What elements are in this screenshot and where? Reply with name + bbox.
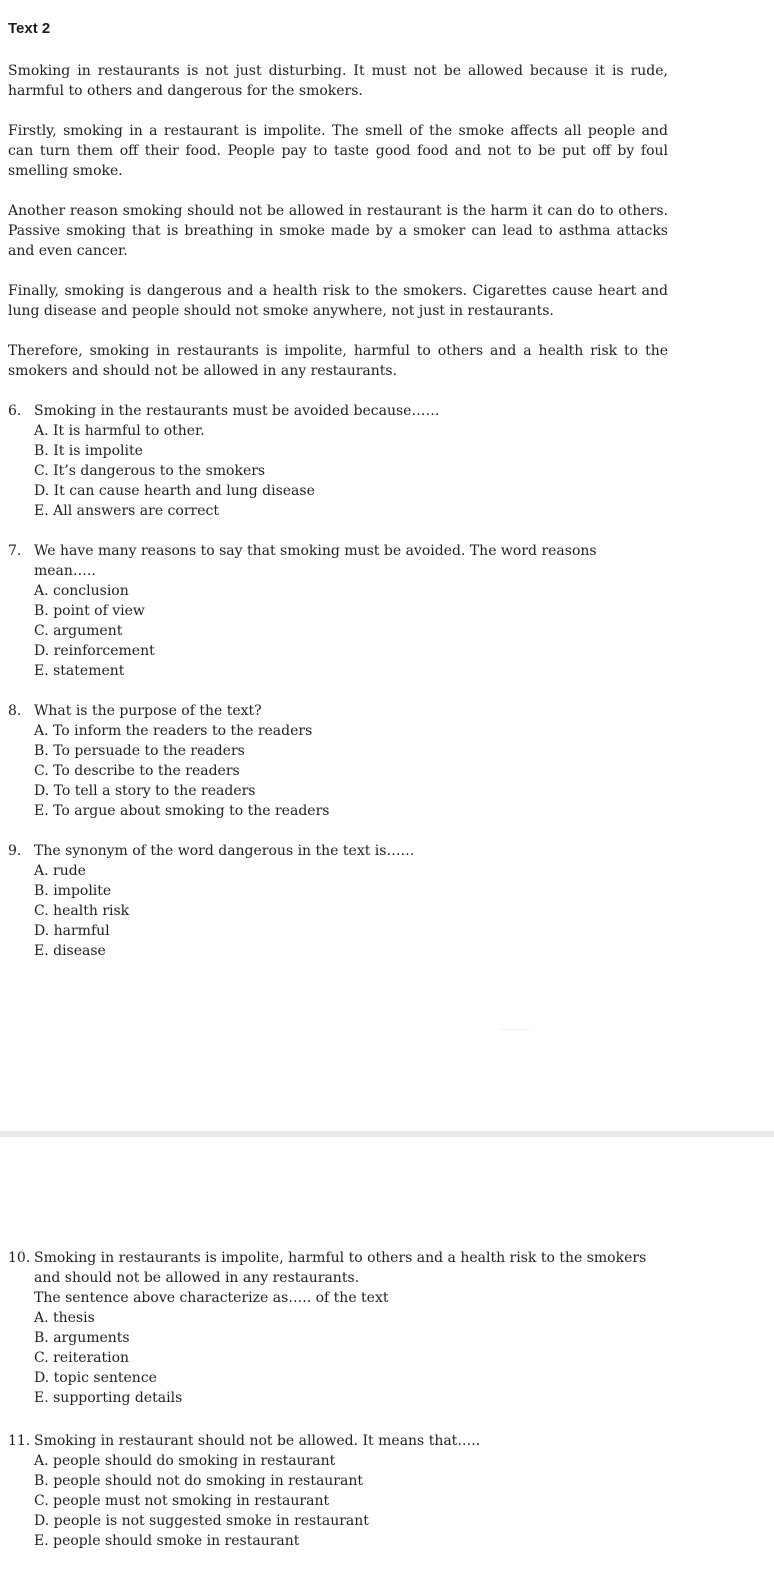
option-e: E. disease — [34, 943, 106, 959]
option-a: A. people should do smoking in restaurant — [34, 1453, 336, 1469]
option-c: C. To describe to the readers — [34, 763, 240, 779]
question-stem — [8, 541, 688, 561]
question-stem — [8, 401, 688, 421]
option-a: A. conclusion — [34, 583, 129, 599]
paragraph-intro: Smoking in restaurants is not just disturbing. It must not be allowed because it is rude, harmful to others and dangerous for the smokers. — [8, 63, 668, 99]
question-text: The synonym of the word dangerous in the text is…… — [34, 843, 415, 859]
paragraph-third-argument: Finally, smoking is dangerous and a health risk to the smokers. Cigarettes cause heart and lung disease and people should not smoke anywhere, not just in restaurants. — [8, 283, 668, 319]
option-a: A. It is harmful to other. — [34, 423, 205, 439]
option-e: E. people should smoke in restaurant — [34, 1533, 300, 1549]
option-d: D. harmful — [34, 923, 110, 939]
question-number: 6. — [8, 403, 22, 419]
question-instruction: The sentence above characterize as….. of the text — [34, 1290, 389, 1306]
question-stem — [8, 1248, 688, 1268]
option-a: A. rude — [34, 863, 86, 879]
option-b: B. It is impolite — [34, 443, 143, 459]
option-e: E. statement — [34, 663, 125, 679]
question-number: 7. — [8, 543, 22, 559]
question-text-continued: and should not be allowed in any restaurants. — [34, 1270, 360, 1286]
question-text: Smoking in restaurant should not be allowed. It means that….. — [34, 1433, 481, 1449]
option-d: D. reinforcement — [34, 643, 155, 659]
question-stem — [8, 841, 688, 861]
question-11 — [8, 1431, 688, 1551]
option-b: B. people should not do smoking in restaurant — [34, 1473, 363, 1489]
question-text: We have many reasons to say that smoking must be avoided. The word reasons — [34, 543, 597, 559]
option-b: B. point of view — [34, 603, 145, 619]
option-b: B. To persuade to the readers — [34, 743, 245, 759]
option-d: D. To tell a story to the readers — [34, 783, 256, 799]
question-6 — [8, 401, 688, 521]
option-d: D. topic sentence — [34, 1370, 157, 1386]
option-c: C. It’s dangerous to the smokers — [34, 463, 266, 479]
question-text: Smoking in restaurants is impolite, harmful to others and a health risk to the smokers — [34, 1250, 647, 1266]
option-b: B. arguments — [34, 1330, 130, 1346]
scan-artifact-line — [500, 1029, 530, 1030]
option-c: C. argument — [34, 623, 123, 639]
question-number: 10. — [8, 1250, 31, 1266]
option-e: E. supporting details — [34, 1390, 183, 1406]
option-e: E. All answers are correct — [34, 503, 219, 519]
paragraph-second-argument: Another reason smoking should not be allowed in restaurant is the harm it can do to others. Passive smoking that is breathing in smoke made by a smoker can lead to asthma attacks and even cancer. — [8, 203, 668, 259]
question-number: 11. — [8, 1433, 31, 1449]
question-stem — [8, 701, 688, 721]
question-7 — [8, 541, 688, 681]
option-d: D. people is not suggested smoke in restaurant — [34, 1513, 369, 1529]
option-e: E. To argue about smoking to the readers — [34, 803, 330, 819]
question-10 — [8, 1248, 688, 1408]
question-text: What is the purpose of the text? — [34, 703, 262, 719]
text-title: Text 2 — [8, 20, 51, 37]
question-number: 9. — [8, 843, 22, 859]
question-9 — [8, 841, 688, 961]
option-d: D. It can cause hearth and lung disease — [34, 483, 315, 499]
paragraph-first-argument: Firstly, smoking in a restaurant is impolite. The smell of the smoke affects all people and can turn them off their food. People pay to taste good food and not to be put off by foul smelling smoke. — [8, 123, 668, 179]
question-text: Smoking in the restaurants must be avoided because…… — [34, 403, 440, 419]
question-stem — [8, 1431, 688, 1451]
question-8 — [8, 701, 688, 821]
option-c: C. reiteration — [34, 1350, 130, 1366]
option-b: B. impolite — [34, 883, 112, 899]
option-c: C. health risk — [34, 903, 130, 919]
option-a: A. To inform the readers to the readers — [34, 723, 313, 739]
question-text-continued: mean….. — [34, 563, 96, 579]
document-sheet-bottom — [0, 1137, 774, 1577]
option-c: C. people must not smoking in restaurant — [34, 1493, 330, 1509]
paragraph-reiteration: Therefore, smoking in restaurants is impolite, harmful to others and a health risk to the smokers and should not be allowed in any restaurants. — [8, 343, 668, 379]
question-number: 8. — [8, 703, 22, 719]
option-a: A. thesis — [34, 1310, 95, 1326]
